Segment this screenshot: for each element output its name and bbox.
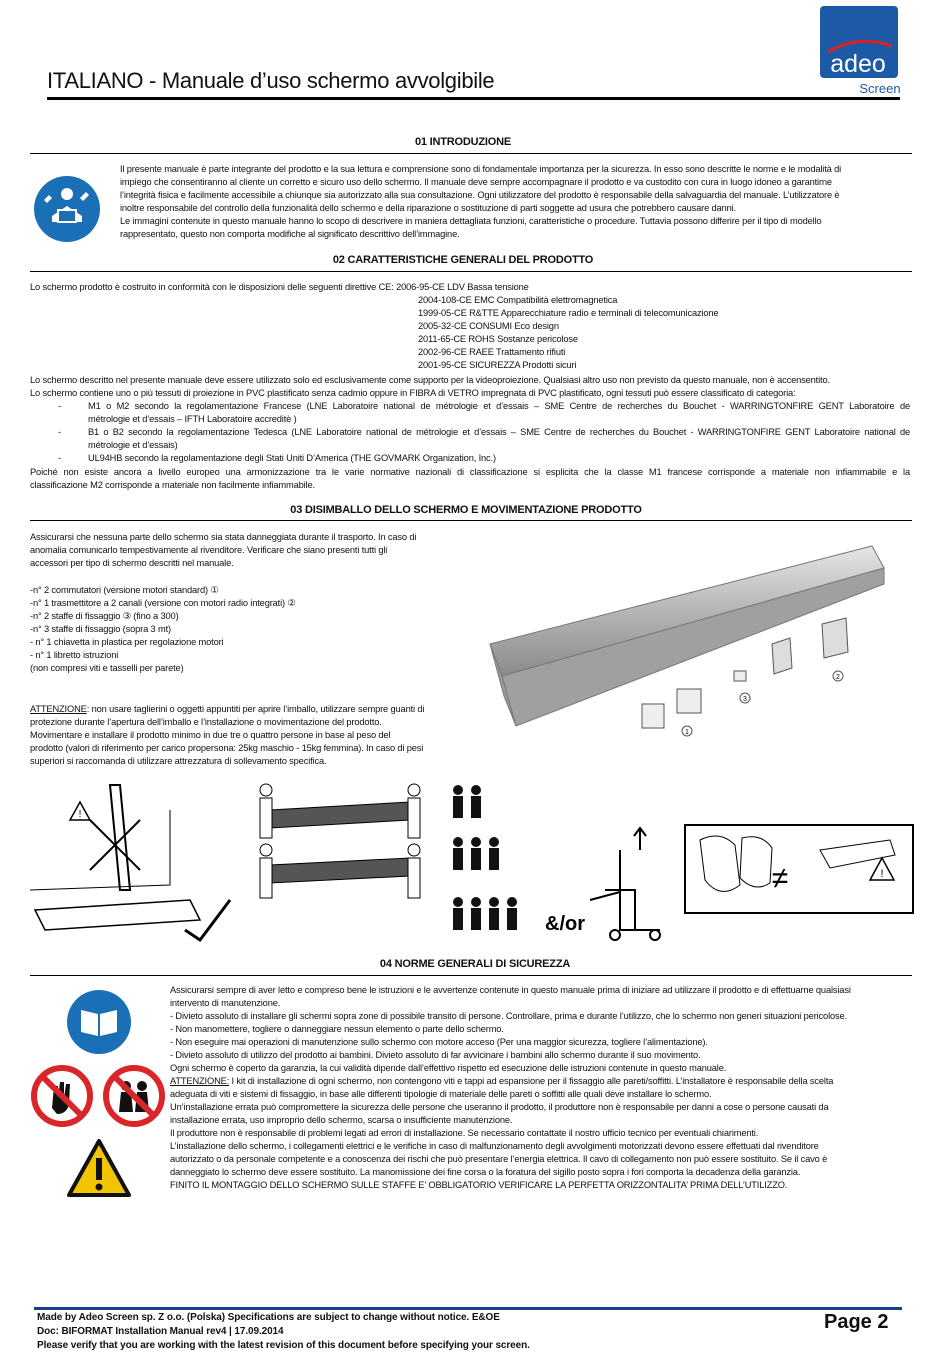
product-illustration xyxy=(472,526,912,776)
section-heading-02: 02 CARATTERISTICHE GENERALI DEL PRODOTTO xyxy=(332,254,594,266)
section-rule-02 xyxy=(30,271,912,272)
accessory-item: - n° 1 chiavetta in plastica per regolazione motori xyxy=(30,637,224,647)
accessory-item: (non compresi viti e tasselli per parete) xyxy=(30,663,184,673)
directives-list xyxy=(418,294,908,372)
gloves-required-icon xyxy=(685,825,913,913)
classification-item xyxy=(30,452,910,465)
callout-2: 2 xyxy=(836,674,840,681)
warning-line: Movimentare e installare il prodotto minimo in due tre o quattro persone in base al peso del xyxy=(30,730,391,740)
directive-item: 2005-32-CE CONSUMI Eco design xyxy=(418,321,559,331)
accessory-item: -n° 2 staffe di fissaggio ③ (fino a 300) xyxy=(30,611,179,621)
warning-line: prodotto (valori di riferimento per carico propersona: 25kg maschio - 15kg femmina). In caso di pesi xyxy=(30,743,424,753)
safety-line: installazione errata, uso improprio dello schermo, scarsa o insufficiente manutenzione. xyxy=(170,1115,513,1125)
intro-line: Le immagini contenute in questo manuale hanno lo scopo di descrivere in maniera dettagliata funzioni, caratteristiche o procedure. Tuttavia possono differire per il tipo di modello xyxy=(120,216,822,226)
callout-1: 1 xyxy=(685,729,689,736)
usage-para: Lo schermo descritto nel presente manuale deve essere utilizzato solo ed esclusivamente come supporto per la videoproiezione. Qualsiasi altro uso non previsto da questo manuale, non è accensentito. xyxy=(30,375,830,385)
intro-line: l’integrità fisica e facilmente accessibile a chiunque sia autorizzato alla sua consultazione. Ogni utilizzatore del prodotto è responsabile della salvaguardia del manuale. L’utilizzatore è xyxy=(120,190,840,200)
intro-line: inoltre responsabile del controllo della funzionalità dello schermo e della riparazione o sostituzione di parti soggette ad usura che potrebbero causare danni. xyxy=(120,203,736,213)
footer-line-3: Please verify that you are working with the latest revision of this document before specifying your screen. xyxy=(37,1340,530,1351)
directive-item: 2001-95-CE SICUREZZA Prodotti sicuri xyxy=(418,360,577,370)
callout-3: 3 xyxy=(743,696,747,703)
svg-text:!: ! xyxy=(880,868,884,880)
bullet-mark: - xyxy=(58,427,61,437)
footer-text xyxy=(37,1311,797,1353)
and-or-label: &/or xyxy=(545,913,585,935)
no-children-icon xyxy=(102,1064,166,1128)
wrong-placement-icon xyxy=(30,780,230,950)
not-equal-sign: ≠ xyxy=(771,862,789,895)
warning-line xyxy=(30,703,470,716)
closing-line: Poiché non esiste ancora a livello europeo una armonizzazione tra le varie normative nazionali di classificazione si esplicita che la classe M1 francese corrisponde a materiale non infiammabile e la xyxy=(30,467,910,477)
two-person-lift-icon xyxy=(260,784,420,898)
closing-text xyxy=(30,466,910,492)
logo-text: adeo xyxy=(830,50,886,78)
unpack-line: anomalia comunicarlo tempestivamente al rivenditore. Verificare che siano presenti tutti gli xyxy=(30,545,388,555)
safety-line: Assicurarsi sempre di aver letto e compreso bene le istruzioni e le avvertenze contenute in questo manuale prima di iniziare ad utilizzare il prodotto e di effettuarne qualsiasi xyxy=(170,985,851,995)
accessory-item: -n° 3 staffe di fissaggio (sopra 3 mt) xyxy=(30,624,171,634)
safety-line: Il produttore non è responsabile di problemi legati ad errori di installazione. Se necessario contattate il nostro ufficio tecnico per eventuali chiarimenti. xyxy=(170,1128,759,1138)
unpack-line: Assicurarsi che nessuna parte dello schermo sia stata danneggiata durante il trasporto. In caso di xyxy=(30,532,417,542)
unpack-line: accessori per tipo di schermo descritti nel manuale. xyxy=(30,558,234,568)
safety-line xyxy=(170,1075,912,1088)
classification-list xyxy=(30,400,910,465)
accessory-item: -n° 1 trasmettitore a 2 canali (versione con motori radio integrati) ② xyxy=(30,598,296,608)
classification-text: métrologie et d’essais – IFTH Laboratoire accreditè ) xyxy=(88,414,297,424)
read-manual-icon xyxy=(67,990,131,1054)
attention-first-text: I kit di installazione di ogni schermo, non contengono viti e tappi ad espansione per il fissaggio alle pareti/soffitti. L’installatore è responsabile della scelta xyxy=(229,1076,834,1086)
safety-line: FINITO IL MONTAGGIO DELLO SCHERMO SULLE STAFFE E’ OBBLIGATORIO VERIFICARE LA PERFETTA ORIZZONTALITA’ PRIMA DELL’UTILIZZO. xyxy=(170,1180,788,1190)
section-rule-01 xyxy=(30,153,912,154)
section-rule-03 xyxy=(30,520,912,521)
classification-text: B1 o B2 secondo la regolamentazione Tedesca (LNE Laboratoire national de métrologie et d’essais – SME Centre de recherches du Bouchet - WARRINGTONFIRE GENT Laboratoire national de xyxy=(88,427,910,437)
section-rule-04 xyxy=(30,975,912,976)
handling-pictograms xyxy=(30,780,915,950)
page-number: Page 2 xyxy=(824,1311,889,1333)
section-heading-01: 01 INTRODUZIONE xyxy=(414,136,511,148)
intro-text xyxy=(120,163,910,241)
safety-line: - Non manomettere, togliere o danneggiare nessun elemento o parte dello schermo. xyxy=(170,1024,504,1034)
safety-text xyxy=(170,984,912,1192)
logo-sub: Screen xyxy=(859,81,900,96)
safety-line: danneggiato lo schermo deve essere sostituito. La manomissione dei fine corsa o la foratura del sigillo posto sopra i fori comporta la decadenza della garanzia. xyxy=(170,1167,801,1177)
safety-line: autorizzato o da personale competente e a conoscenza dei rischi che può presentare l’energia elettrica. Il cavo di collegamento non può essere sostituito. Se il cavo è xyxy=(170,1154,828,1164)
directive-item: 2011-65-CE ROHS Sostanze pericolose xyxy=(418,334,578,344)
safety-line: intervento di manutenzione. xyxy=(170,998,281,1008)
intro-line: impiego che consentiranno al cliente un corretto e sicuro uso dello schermo. Il manuale deve sempre accompagnare il prodotto e va custodito con cura in luogo idoneo a garantirne xyxy=(120,177,832,187)
section-heading-03: 03 DISIMBALLO DELLO SCHERMO E MOVIMENTAZIONE PRODOTTO xyxy=(290,504,642,516)
safety-line: L’installazione dello schermo, i collegamenti elettrici e le verifiche in caso di malfunzionamento degli avvolgimenti motorizzati devono essere effettuati dal rivenditore xyxy=(170,1141,819,1151)
logo-mark xyxy=(818,6,900,96)
classification-item xyxy=(30,426,910,452)
classification-text: UL94HB secondo la regolamentazione degli Stati Uniti D’America (THE GOVMARK Organization, Inc.) xyxy=(88,453,496,463)
usage-text xyxy=(30,374,910,400)
warning-line: superiori si raccomanda di utilizzare attrezzatura di sollevamento specifica. xyxy=(30,756,327,766)
unpack-intro xyxy=(30,531,460,570)
handling-warning xyxy=(30,703,470,768)
accessory-item: -n° 2 commutatori (versione motori standard) ① xyxy=(30,585,219,595)
bullet-mark: - xyxy=(58,453,61,463)
adeo-logo xyxy=(818,6,900,96)
lifting-equipment-icon xyxy=(590,828,660,940)
intro-line: Il presente manuale è parte integrante del prodotto e la sua lettura e comprensione sono di fondamentale importanza per la sicurezza. In esso sono descritte le norme e le modalità di xyxy=(120,164,842,174)
svg-text:!: ! xyxy=(78,809,82,820)
classification-text: métrologie et d’essais) xyxy=(88,440,178,450)
classification-item xyxy=(30,400,910,426)
safety-line: - Divieto assoluto di installare gli schermi sopra zone di possibile transito di persone. Controllare, prima e durante l’utilizzo, che lo schermo non generi situazioni pericolose. xyxy=(170,1011,847,1021)
accessory-item: - n° 1 libretto istruzioni xyxy=(30,650,119,660)
footer-line-1: Made by Adeo Screen sp. Z o.o. (Polska) Specifications are subject to change without notice. E&OE xyxy=(37,1312,500,1323)
intro-line: rappresentato, questo non comporta modifiche al significato descrittivo dell’immagine. xyxy=(120,229,460,239)
header-rule xyxy=(47,97,900,100)
fabric-para: Lo schermo contiene uno o più tessuti di proiezione in PVC plastificato senza cadmio oppure in FIBRA di VETRO impregnata di PVC plastificato, ogni tessuti può essere classificato di categoria: xyxy=(30,388,796,398)
warning-first-text: : non usare taglierini o oggetti appuntiti per aprire l’imballo, utilizzare sempre guanti di xyxy=(86,704,425,714)
closing-line: classificazione M2 corrisponde a materiale non facilmente infiammabile. xyxy=(30,480,315,490)
footer-line-2: Doc: BIFORMAT Installation Manual rev4 | 17.09.2014 xyxy=(37,1326,284,1337)
bullet-mark: - xyxy=(58,401,61,411)
directive-item: 2004-108-CE EMC Compatibilità elettromagnetica xyxy=(418,295,618,305)
directives-intro: Lo schermo prodotto è costruito in conformità con le disposizioni delle seguenti direttive CE: 2006-95-CE LDV Bassa tensione xyxy=(30,282,529,292)
safety-line: - Non eseguire mai operazioni di manutenzione sullo schermo con motore acceso (Per una maggior sicurezza, togliere l’alimentazione). xyxy=(170,1037,708,1047)
manual-reader-icon xyxy=(34,176,100,242)
warning-triangle-icon xyxy=(66,1138,132,1198)
section-heading-04: 04 NORME GENERALI DI SICUREZZA xyxy=(379,958,571,970)
directive-item: 2002-96-CE RAEE Trattamento rifiuti xyxy=(418,347,566,357)
page-title: ITALIANO - Manuale d’uso schermo avvolgibile xyxy=(47,68,495,93)
safety-line: Un’installazione errata può compromettere la sicurezza delle persone che useranno il prodotto, il produttore non è responsabile per danni a cose o persone causati da xyxy=(170,1102,829,1112)
no-touch-icon xyxy=(30,1064,94,1128)
attention-label: ATTENZIONE: xyxy=(170,1076,230,1086)
directive-item: 1999-05-CE R&TTE Apparecchiature radio e terminali di telecomunicazione xyxy=(418,308,719,318)
footer-rule xyxy=(34,1307,902,1310)
warning-line: protezione durante l’apertura dell’imballo e l’installazione o movimentazione del prodotto. xyxy=(30,717,382,727)
people-count-icon xyxy=(453,785,517,930)
accessory-list xyxy=(30,584,460,675)
safety-line: - Divieto assoluto di utilizzo del prodotto ai bambini. Divieto assoluto di far avvicinare i bambini allo schermo durante il suo movimento. xyxy=(170,1050,701,1060)
safety-line: adeguata di viti e sistemi di fissaggio, in base alle differenti tipologie di materiale delle pareti o soffitti alle quali deve installare lo schermo. xyxy=(170,1089,712,1099)
safety-line: Ogni schermo è coperto da garanzia, la cui validità dipende dall’effettivo rispetto ed esecuzione delle istruzioni contenute in questo manuale. xyxy=(170,1063,727,1073)
classification-text: M1 o M2 secondo la regolamentazione Francese (LNE Laboratoire national de métrologie et d’essais – SME Centre de recherches du Bouchet - WARRINGTONFIRE GENT Laboratoire de xyxy=(88,401,910,411)
warning-label: ATTENZIONE xyxy=(30,704,87,714)
